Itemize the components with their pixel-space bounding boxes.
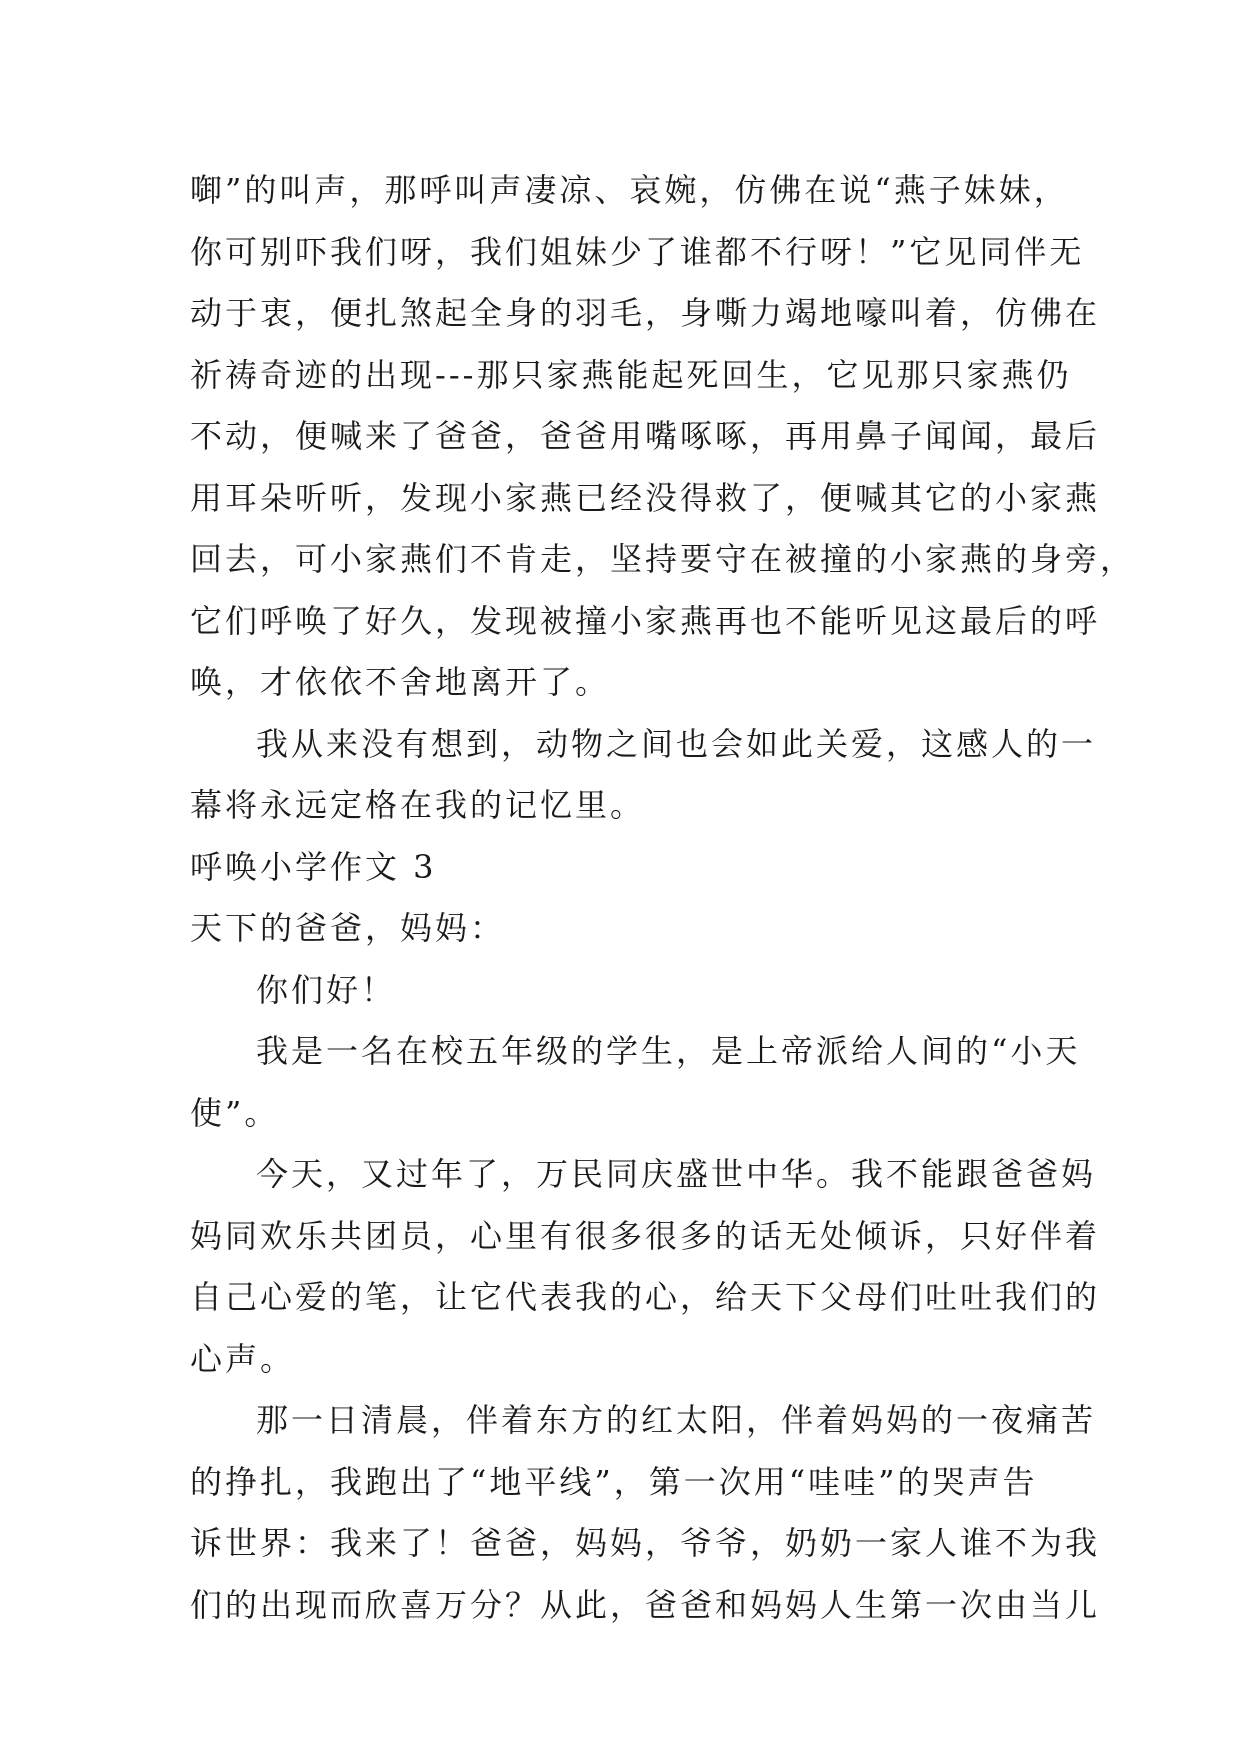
text-line: 动于衷，便扎煞起全身的羽毛，身嘶力竭地嚎叫着，仿佛在: [190, 294, 1101, 332]
text-line: 幕将永远定格在我的记忆里。: [190, 786, 646, 824]
paragraph: [190, 714, 1097, 837]
text-line: 天下的爸爸，妈妈：: [190, 909, 506, 947]
text-line: 我是一名在校五年级的学生，是上帝派给人间的“小天: [256, 1032, 1081, 1070]
text-line: 的挣扎，我跑出了“地平线”，第一次用“哇哇”的哭声告: [190, 1462, 1038, 1501]
text-line: 它们呼唤了好久，发现被撞小家燕再也不能听见这最后的呼: [190, 601, 1101, 640]
text-line: 今天，又过年了，万民同庆盛世中华。我不能跟爸爸妈: [256, 1155, 1097, 1193]
text-line: 呼唤小学作文 3: [190, 847, 437, 886]
text-line: 你可别吓我们呀，我们姐妹少了谁都不行呀！”它见同伴无: [190, 232, 1085, 271]
text-line: 唤，才依依不舍地离开了。: [190, 663, 611, 701]
paragraph: [190, 960, 1060, 1022]
paragraph: [190, 1021, 1081, 1144]
text-line: 用耳朵听听，发现小家燕已经没得救了，便喊其它的小家燕: [190, 478, 1101, 517]
text-line: 妈同欢乐共团员，心里有很多很多的话无处倾诉，只好伴着: [190, 1216, 1101, 1255]
text-line: 不动，便喊来了爸爸，爸爸用嘴啄啄，再用鼻子闻闻，最后: [190, 417, 1101, 455]
document-body: [190, 160, 1136, 1636]
text-line: 你们好！: [256, 970, 397, 1009]
text-line: 们的出现而欣喜万分？从此，爸爸和妈妈人生第一次由当儿: [190, 1585, 1101, 1624]
text-line: 心声。: [190, 1339, 296, 1378]
paragraph: [190, 898, 1060, 960]
text-line: 诉世界：我来了！爸爸，妈妈，爷爷，奶奶一家人谁不为我: [190, 1524, 1101, 1562]
paragraph: [190, 1390, 1101, 1636]
paragraph: [190, 160, 1136, 714]
text-line: 啣”的叫声，那呼叫声凄凉、哀婉，仿佛在说“燕子妹妹，: [190, 171, 1069, 209]
text-line: 回去，可小家燕们不肯走，坚持要守在被撞的小家燕的身旁，: [190, 540, 1136, 578]
text-line: 那一日清晨，伴着东方的红太阳，伴着妈妈的一夜痛苦: [256, 1401, 1097, 1439]
paragraph: [190, 1144, 1101, 1390]
paragraph: [190, 837, 1060, 899]
text-line: 使”。: [190, 1093, 280, 1132]
text-line: 我从来没有想到，动物之间也会如此关爱，这感人的一: [256, 724, 1097, 763]
text-line: 自己心爱的笔，让它代表我的心，给天下父母们吐吐我们的: [190, 1278, 1101, 1316]
text-line: 祈祷奇迹的出现---那只家燕能起死回生，它见那只家燕仍: [190, 355, 1072, 394]
